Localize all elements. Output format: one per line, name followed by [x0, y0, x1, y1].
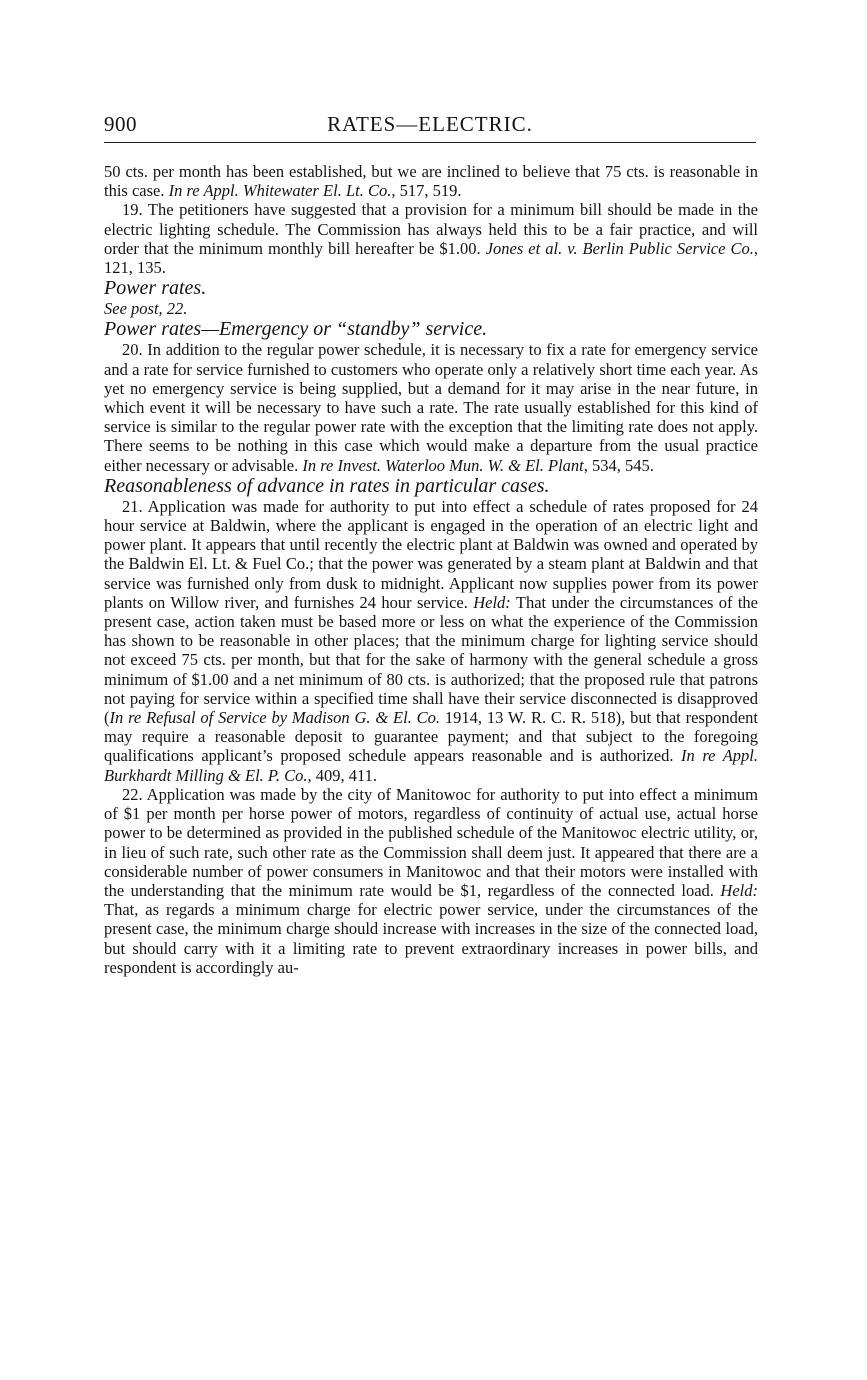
paragraph-20: [104, 340, 758, 474]
section-heading-emergency-service: Power rates—Emergency or “standby” service.: [104, 318, 488, 341]
paragraph-text: That, as regards a minimum charge for electric power service, under the circumstances of the present case, the minimum charge should increase with increases in the size of the connected load, but should carry with it a limiting rate to prevent extraordinary increases in power bills, and respondent is accordingly au-: [104, 900, 758, 977]
held-label: Held:: [720, 880, 758, 900]
citation-pages: , 517, 519.: [391, 181, 462, 201]
case-citation: In re Appl. Whitewater El. Lt. Co.: [168, 181, 392, 201]
paragraph-text: 50 cts. per month has been established, but we are inclined to believe that 75 cts. is reasonable in this case.: [104, 162, 758, 201]
held-label: Held:: [473, 592, 511, 612]
page-header: [104, 112, 756, 143]
case-citation: In re Appl. Burkhardt Milling & El. P. Co.: [104, 746, 758, 785]
page-body: [104, 162, 758, 977]
case-citation: In re Invest. Waterloo Mun. W. & El. Plant: [302, 455, 584, 475]
paragraph-21: [104, 497, 758, 785]
paragraph-text: 19. The petitioners have suggested that a provision for a minimum bill should be made in the electric lighting schedule. The Commission has always held this to be a fair practice, and will order that the minimum monthly bill hereafter be $1.00.: [104, 200, 758, 258]
paragraph-text: 20. In addition to the regular power schedule, it is necessary to fix a rate for emergency service and a rate for service furnished to customers who operate only a relatively short time each year. As yet no emergency service is being supplied, but a demand for it may arise in the near future, in which event it will be necessary to have such a rate. The rate usually established for this kind of service is similar to the regular power rate with the exception that the limiting rate does not apply. There seems to be nothing in this case which would make a departure from the usual practice either necessary or advisable.: [104, 340, 758, 475]
paragraph-19: [104, 200, 758, 277]
page-number: 900: [104, 112, 137, 136]
section-heading-reasonableness: Reasonableness of advance in rates in particular cases.: [104, 474, 550, 497]
citation-pages: , 534, 545.: [583, 455, 654, 475]
continued-paragraph: [104, 162, 758, 200]
section-heading-power-rates: Power rates.: [104, 277, 207, 300]
citation-pages: , 409, 411.: [307, 765, 378, 785]
case-citation: Jones et al. v. Berlin Public Service Co.: [485, 238, 754, 258]
paragraph-text: 21. Application was made for authority to put into effect a schedule of rates proposed for 24 hour service at Baldwin, where the applicant is engaged in the operation of an electric light and power plant. It appears that until recently the electric plant at Baldwin was owned and operated by the Baldwin El. Lt. & Fuel Co.; that the power was generated by a steam plant at Baldwin and that service was furnished only from dusk to midnight. Applicant now supplies power from its power plants on Willow river, and furnishes 24 hour service.: [104, 496, 758, 612]
paragraph-text: 1914, 13 W. R. C. R. 518), but that respondent may require a reasonable deposit to guarantee payment; and that subject to the foregoing qualifications applicant’s proposed schedule appears reasonable and is authorized.: [104, 708, 758, 766]
citation-pages: , 121, 135.: [104, 238, 758, 278]
running-title: RATES—ELECTRIC.: [327, 112, 533, 136]
case-citation: In re Refusal of Service by Madison G. & El. Co.: [109, 708, 441, 728]
cross-reference: See post, 22.: [104, 299, 188, 319]
paragraph-text: That under the circumstances of the present case, action taken must be based more or less on what the experience of the Commission has shown to be reasonable in other places; that the minimum charge for lighting service should not exceed 75 cts. per month, but that for the sake of harmony with the general schedule a gross minimum of $1.00 and a net minimum of 80 cts. is authorized; that the proposed rule that patrons not paying for service within a specified time shall have their service disconnected is disapproved (: [104, 592, 758, 728]
paragraph-text: 22. Application was made by the city of Manitowoc for authority to put into effect a minimum of $1 per month per horse power of motors, regardless of continuity of actual use, actual horse power to be determined as provided in the published schedule of the Manitowoc electric utility, or, in lieu of such rate, such other rate as the Commission shall deem just. It appeared that there are a considerable number of power consumers in Manitowoc and that their motors were installed with the understanding that the minimum rate would be $1, regardless of the connected load.: [104, 784, 758, 900]
paragraph-22: [104, 785, 758, 977]
